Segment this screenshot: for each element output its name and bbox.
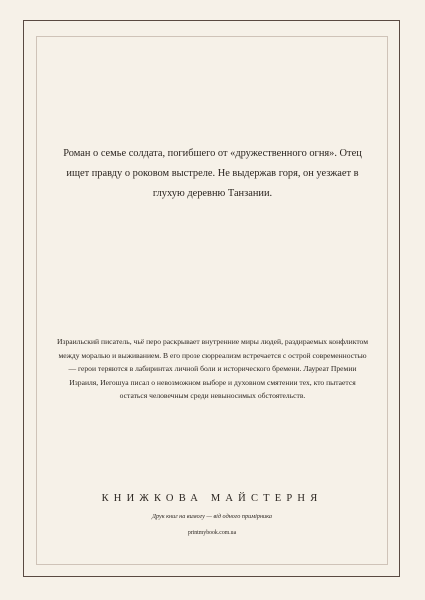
inner-border	[36, 36, 388, 565]
publisher-tagline: Друк книг на вимогу — від одного примірника	[152, 513, 272, 520]
publisher-url: printmybook.com.ua	[187, 530, 237, 536]
publisher-name: КНИЖКОВА МАЙСТЕРНЯ	[101, 493, 323, 504]
book-blurb: Роман о семье солдата, погибшего от «дружественного огня». Отец ищет правду о роковом выстреле. Не выдержав горя, он уезжает в глухую деревню Танзании.	[63, 148, 362, 199]
author-bio: Израильский писатель, чьё перо раскрывает внутренние миры людей, раздираемых конфликтом между моралью и выживанием. В его прозе сюрреализм встречается с острой современностью — герои теряются в лабиринтах личной боли и исторического бремени. Лауреат Премии Израиля, Иегошуа писал о невозможном выборе и духовном смятении тех, кто пытается остаться человечным среди невыносимых обстоятельств.	[56, 337, 369, 400]
